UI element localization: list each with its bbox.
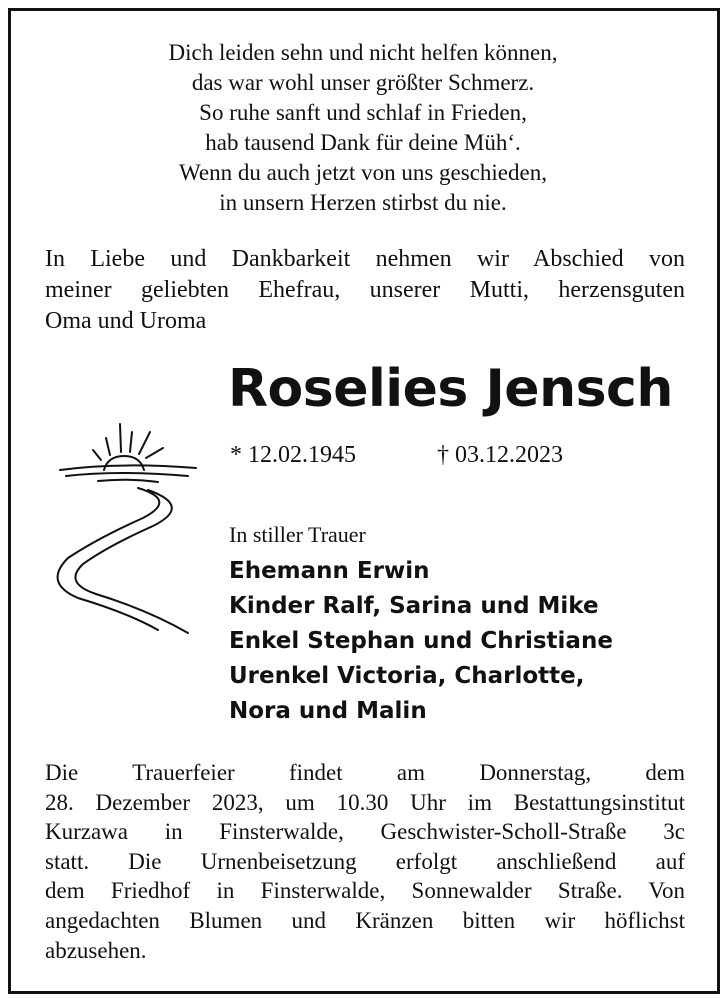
birth-date: * 12.02.1945 xyxy=(230,442,356,468)
poem-line: Dich leiden sehn und nicht helfen können, xyxy=(168,40,558,65)
deceased-name: Roselies Jensch xyxy=(228,359,673,419)
family-list xyxy=(229,554,613,729)
sunrise-path-icon xyxy=(38,418,208,638)
poem-line: in unsern Herzen stirbst du nie. xyxy=(219,190,507,215)
poem-line: hab tausend Dank für deine Müh‘. xyxy=(205,130,521,155)
mourning-label: In stiller Trauer xyxy=(229,522,366,547)
poem-line: das war wohl unser größter Schmerz. xyxy=(191,70,535,95)
poem-line: Wenn du auch jetzt von uns geschieden, xyxy=(179,160,547,185)
family-line: Enkel Stephan und Christiane xyxy=(229,628,613,654)
service-line: 28. Dezember 2023, um 10.30 Uhr im Bestattungsinstitut xyxy=(45,789,685,815)
family-line: Urenkel Victoria, Charlotte, xyxy=(229,663,585,689)
intro-line: In Liebe und Dankbarkeit nehmen wir Abschied von xyxy=(45,246,685,272)
service-line: statt. Die Urnenbeisetzung erfolgt anschließend auf xyxy=(45,848,685,874)
family-line: Nora und Malin xyxy=(229,698,427,724)
intro-text xyxy=(45,244,685,337)
service-line: Kurzawa in Finsterwalde, Geschwister-Scholl-Straße 3c xyxy=(45,819,685,845)
death-date: † 03.12.2023 xyxy=(437,442,563,468)
intro-line: Oma und Uroma xyxy=(45,308,207,334)
family-line: Ehemann Erwin xyxy=(229,558,430,584)
poem-line: So ruhe sanft und schlaf in Frieden, xyxy=(199,100,527,125)
service-line: Die Trauerfeier findet am Donnerstag, dem xyxy=(45,760,685,785)
service-line: angedachten Blumen und Kränzen bitten wir höflichst xyxy=(45,907,685,933)
service-details xyxy=(45,758,685,965)
service-line: abzusehen. xyxy=(45,937,147,963)
poem xyxy=(0,38,726,218)
intro-line: meiner geliebten Ehefrau, unserer Mutti, herzensguten xyxy=(45,277,685,303)
service-line: dem Friedhof in Finsterwalde, Sonnewalder Straße. Von xyxy=(45,878,685,904)
family-line: Kinder Ralf, Sarina und Mike xyxy=(229,593,599,619)
